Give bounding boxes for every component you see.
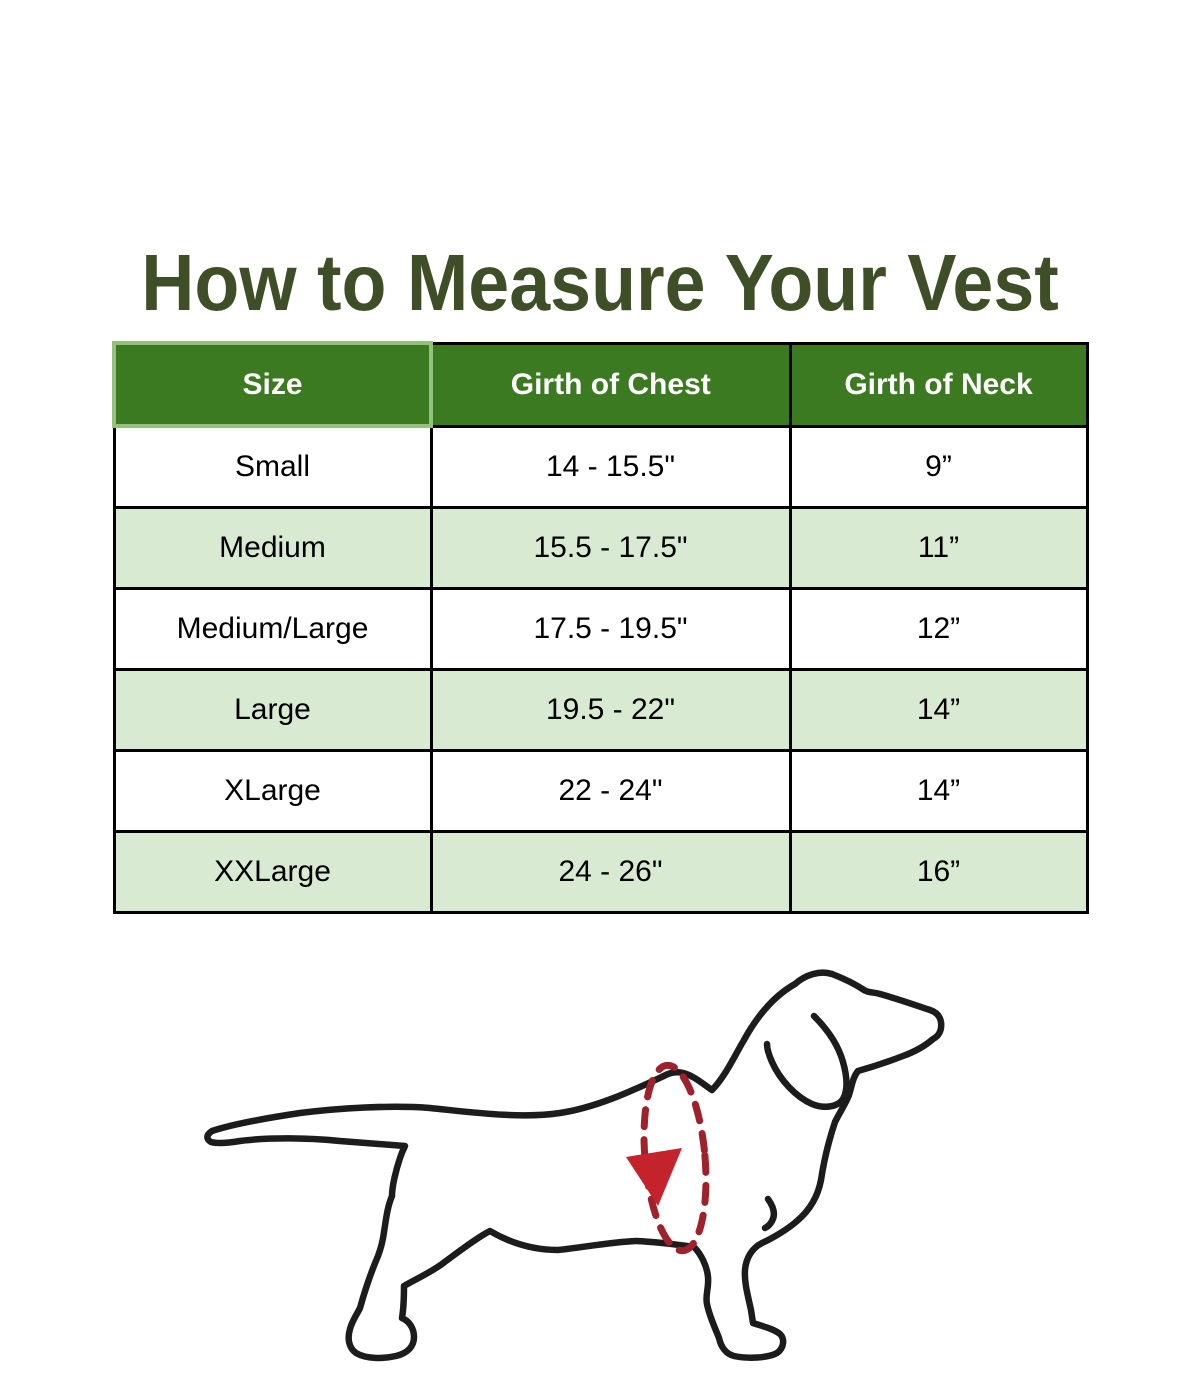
header-size: Size xyxy=(114,343,431,426)
chest-cell: 17.5 - 19.5" xyxy=(431,588,790,669)
page-title: How to Measure Your Vest xyxy=(141,237,1059,327)
neck-cell: 16” xyxy=(790,831,1087,912)
chest-cell: 14 - 15.5" xyxy=(431,426,790,507)
table-row xyxy=(114,750,1087,831)
header-girth-of-chest: Girth of Chest xyxy=(431,343,790,426)
neck-cell: 11” xyxy=(790,507,1087,588)
table-row xyxy=(114,669,1087,750)
header-girth-of-neck: Girth of Neck xyxy=(790,343,1087,426)
chest-cell: 24 - 26" xyxy=(431,831,790,912)
table-row xyxy=(114,426,1087,507)
table-row xyxy=(114,831,1087,912)
dog-body-outline xyxy=(207,973,941,1358)
chest-cell: 19.5 - 22" xyxy=(431,669,790,750)
chest-cell: 15.5 - 17.5" xyxy=(431,507,790,588)
neck-cell: 12” xyxy=(790,588,1087,669)
size-cell: XLarge xyxy=(114,750,431,831)
table-row xyxy=(114,588,1087,669)
chest-cell: 22 - 24" xyxy=(431,750,790,831)
size-cell: Small xyxy=(114,426,431,507)
neck-cell: 9” xyxy=(790,426,1087,507)
table-header-row xyxy=(114,343,1087,426)
dog-measurement-diagram xyxy=(185,950,995,1400)
table-row xyxy=(114,507,1087,588)
neck-cell: 14” xyxy=(790,750,1087,831)
size-chart-table xyxy=(112,341,1089,914)
size-cell: Medium xyxy=(114,507,431,588)
size-cell: XXLarge xyxy=(114,831,431,912)
neck-cell: 14” xyxy=(790,669,1087,750)
size-cell: Large xyxy=(114,669,431,750)
size-cell: Medium/Large xyxy=(114,588,431,669)
